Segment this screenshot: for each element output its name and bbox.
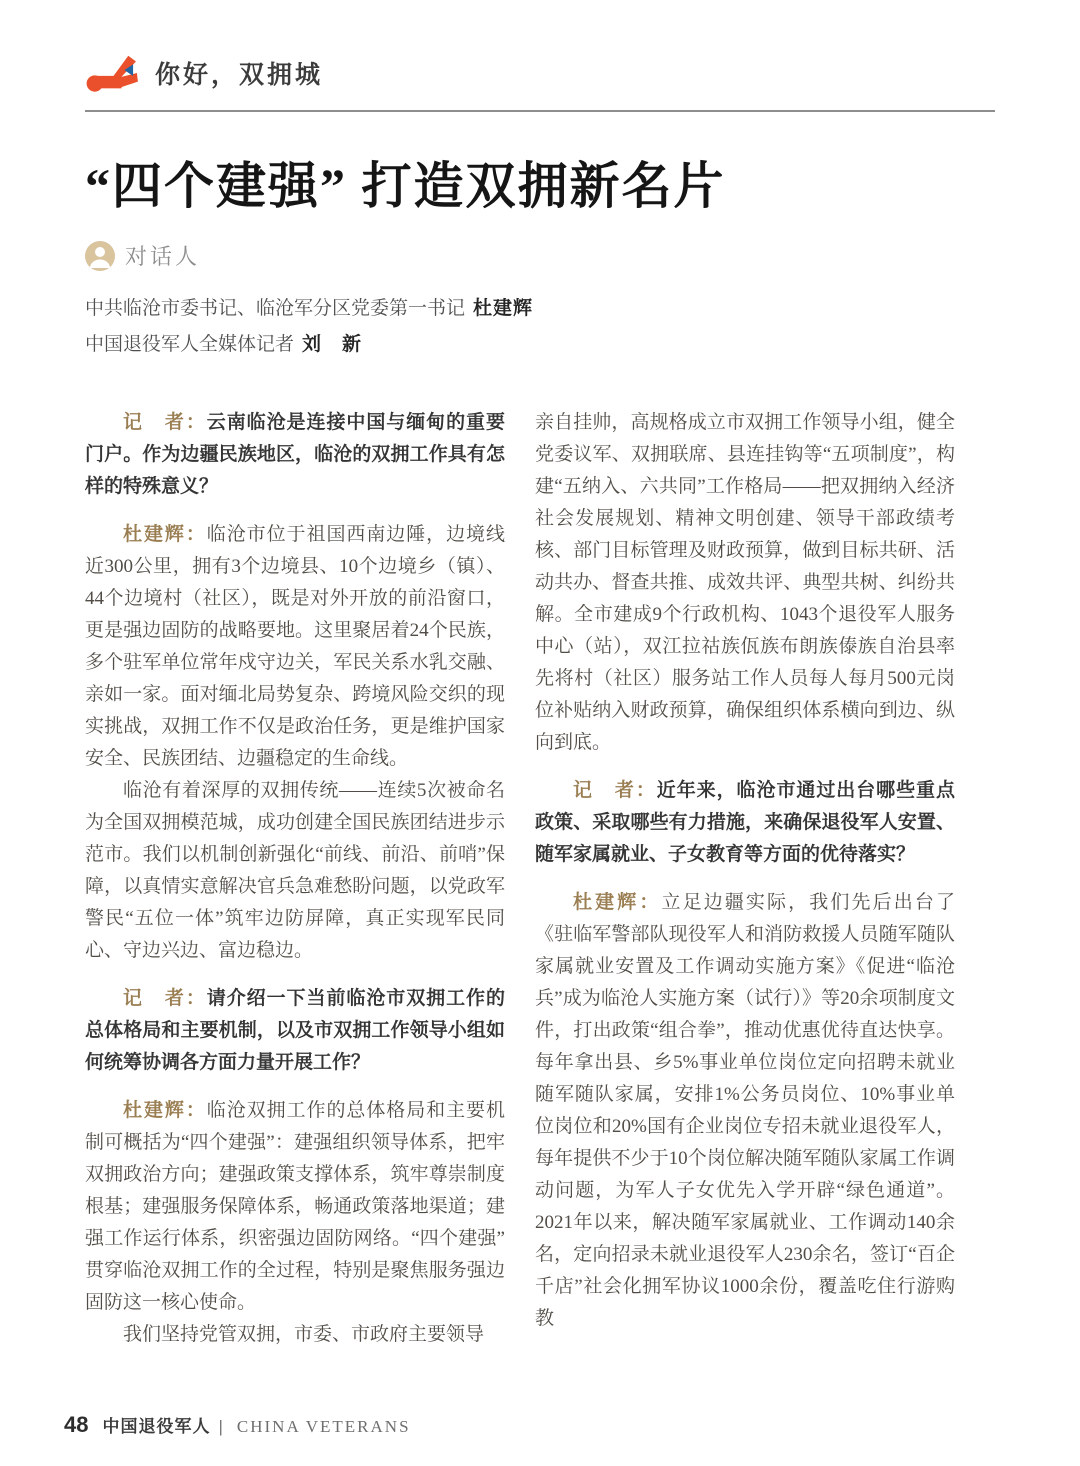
article-body	[85, 407, 995, 1351]
interviewee-label: 杜建辉：	[123, 1100, 207, 1121]
speaker-list	[85, 291, 995, 363]
person-icon	[85, 241, 115, 271]
interviewee-label: 杜建辉：	[573, 892, 662, 913]
speaker-name: 杜建辉	[473, 298, 534, 319]
answer-paragraph	[85, 1095, 505, 1319]
footer-separator: |	[218, 1417, 223, 1436]
reporter-label: 记 者：	[123, 988, 207, 1009]
reporter-label: 记 者：	[573, 780, 657, 801]
page-number: 48	[64, 1412, 89, 1437]
column-title: 你好，双拥城	[155, 61, 324, 89]
speaker-line	[85, 327, 995, 363]
speaker-name: 刘 新	[302, 334, 363, 355]
column-logo-icon	[85, 50, 139, 96]
question-paragraph	[535, 775, 955, 871]
body-paragraph	[85, 1319, 505, 1351]
answer-text: 立足边疆实际，我们先后出台了《驻临军警部队现役军人和消防救援人员随军随队家属就业安置及工作调动实施方案》《促进“临沧兵”成为临沧人实施方案（试行）》等20余项制度文件，打出政策“组合拳”，推动优惠优待直达快享。每年拿出县、乡5%事业单位岗位定向招聘未就业随军随队家属，安排1%公务员岗位、10%事业单位岗位和20%国有企业岗位专招未就业退役军人，每年提供不少于10个岗位解决随军随队家属工作调动问题，为军人子女优先入学开辟“绿色通道”。2021年以来，解决随军家属就业、工作调动140余名，定向招录未就业退役军人230余名，签订“百企千店”社会化拥军协议1000余份，覆盖吃住行游购教	[535, 892, 955, 1329]
answer-text: 临沧双拥工作的总体格局和主要机制可概括为“四个建强”：建强组织领导体系，把牢双拥政治方向；建强政策支撑体系，筑牢尊崇制度根基；建强服务保障体系，畅通政策落地渠道；建强工作运行体系，织密强边固防网络。“四个建强”贯穿临沧双拥工作的全过程，特别是聚焦服务强边固防这一核心使命。	[85, 1100, 505, 1313]
magazine-name-en: CHINA VETERANS	[236, 1417, 411, 1436]
interviewee-label: 杜建辉：	[123, 524, 207, 545]
article-title: “四个建强” 打造双拥新名片	[85, 158, 726, 214]
page-footer	[64, 1412, 411, 1438]
answer-text: 临沧市位于祖国西南边陲，边境线近300公里，拥有3个边境县、10个边境乡（镇）、44个边境村（社区），既是对外开放的前沿窗口，更是强边固防的战略要地。这里聚居着24个民族，多个驻军单位常年戍守边关，军民关系水乳交融、亲如一家。面对缅北局势复杂、跨境风险交织的现实挑战，双拥工作不仅是政治任务，更是维护国家安全、民族团结、边疆稳定的生命线。	[85, 524, 505, 769]
speaker-line	[85, 291, 995, 327]
answer-paragraph	[85, 519, 505, 775]
paragraph-text: 我们坚持党管双拥，市委、市政府主要领导	[123, 1324, 485, 1345]
dialog-label: 对话人	[125, 244, 201, 269]
question-text: 请介绍一下当前临沧市双拥工作的总体格局和主要机制，以及市双拥工作领导小组如何统筹协调各方面力量开展工作？	[85, 988, 505, 1073]
answer-paragraph	[535, 887, 955, 1335]
magazine-name-cn: 中国退役军人	[102, 1417, 211, 1436]
speaker-role: 中共临沧市委书记、临沧军分区党委第一书记	[85, 298, 466, 319]
question-paragraph	[85, 983, 505, 1079]
question-text: 近年来，临沧市通过出台哪些重点政策、采取哪些有力措施，来确保退役军人安置、随军家属就业、子女教育等方面的优待落实？	[535, 780, 955, 865]
speaker-role: 中国退役军人全媒体记者	[85, 334, 295, 355]
right-column	[535, 407, 955, 1351]
dialog-row	[85, 240, 995, 271]
paragraph-text: 亲自挂帅，高规格成立市双拥工作领导小组，健全党委议军、双拥联席、县连挂钩等“五项制度”，构建“五纳入、六共同”工作格局——把双拥纳入经济社会发展规划、精神文明创建、领导干部政绩考核、部门目标管理及财政预算，做到目标共研、活动共办、督查共推、成效共评、典型共树、纠纷共解。全市建成9个行政机构、1043个退役军人服务中心（站），双江拉祜族佤族布朗族傣族自治县率先将村（社区）服务站工作人员每人每月500元岗位补贴纳入财政预算，确保组织体系横向到边、纵向到底。	[535, 412, 955, 753]
body-paragraph	[85, 775, 505, 967]
left-column	[85, 407, 505, 1351]
question-paragraph	[85, 407, 505, 503]
page-header	[85, 0, 995, 96]
paragraph-text: 临沧有着深厚的双拥传统——连续5次被命名为全国双拥模范城，成功创建全国民族团结进步示范市。我们以机制创新强化“前线、前沿、前哨”保障，以真情实意解决官兵急难愁盼问题，以党政军警民“五位一体”筑牢边防屏障，真正实现军民同心、守边兴边、富边稳边。	[85, 780, 505, 961]
reporter-label: 记 者：	[123, 412, 207, 433]
question-text: 云南临沧是连接中国与缅甸的重要门户。作为边疆民族地区，临沧的双拥工作具有怎样的特殊意义？	[85, 412, 505, 497]
header-divider	[85, 110, 995, 112]
continuation-paragraph	[535, 407, 955, 759]
